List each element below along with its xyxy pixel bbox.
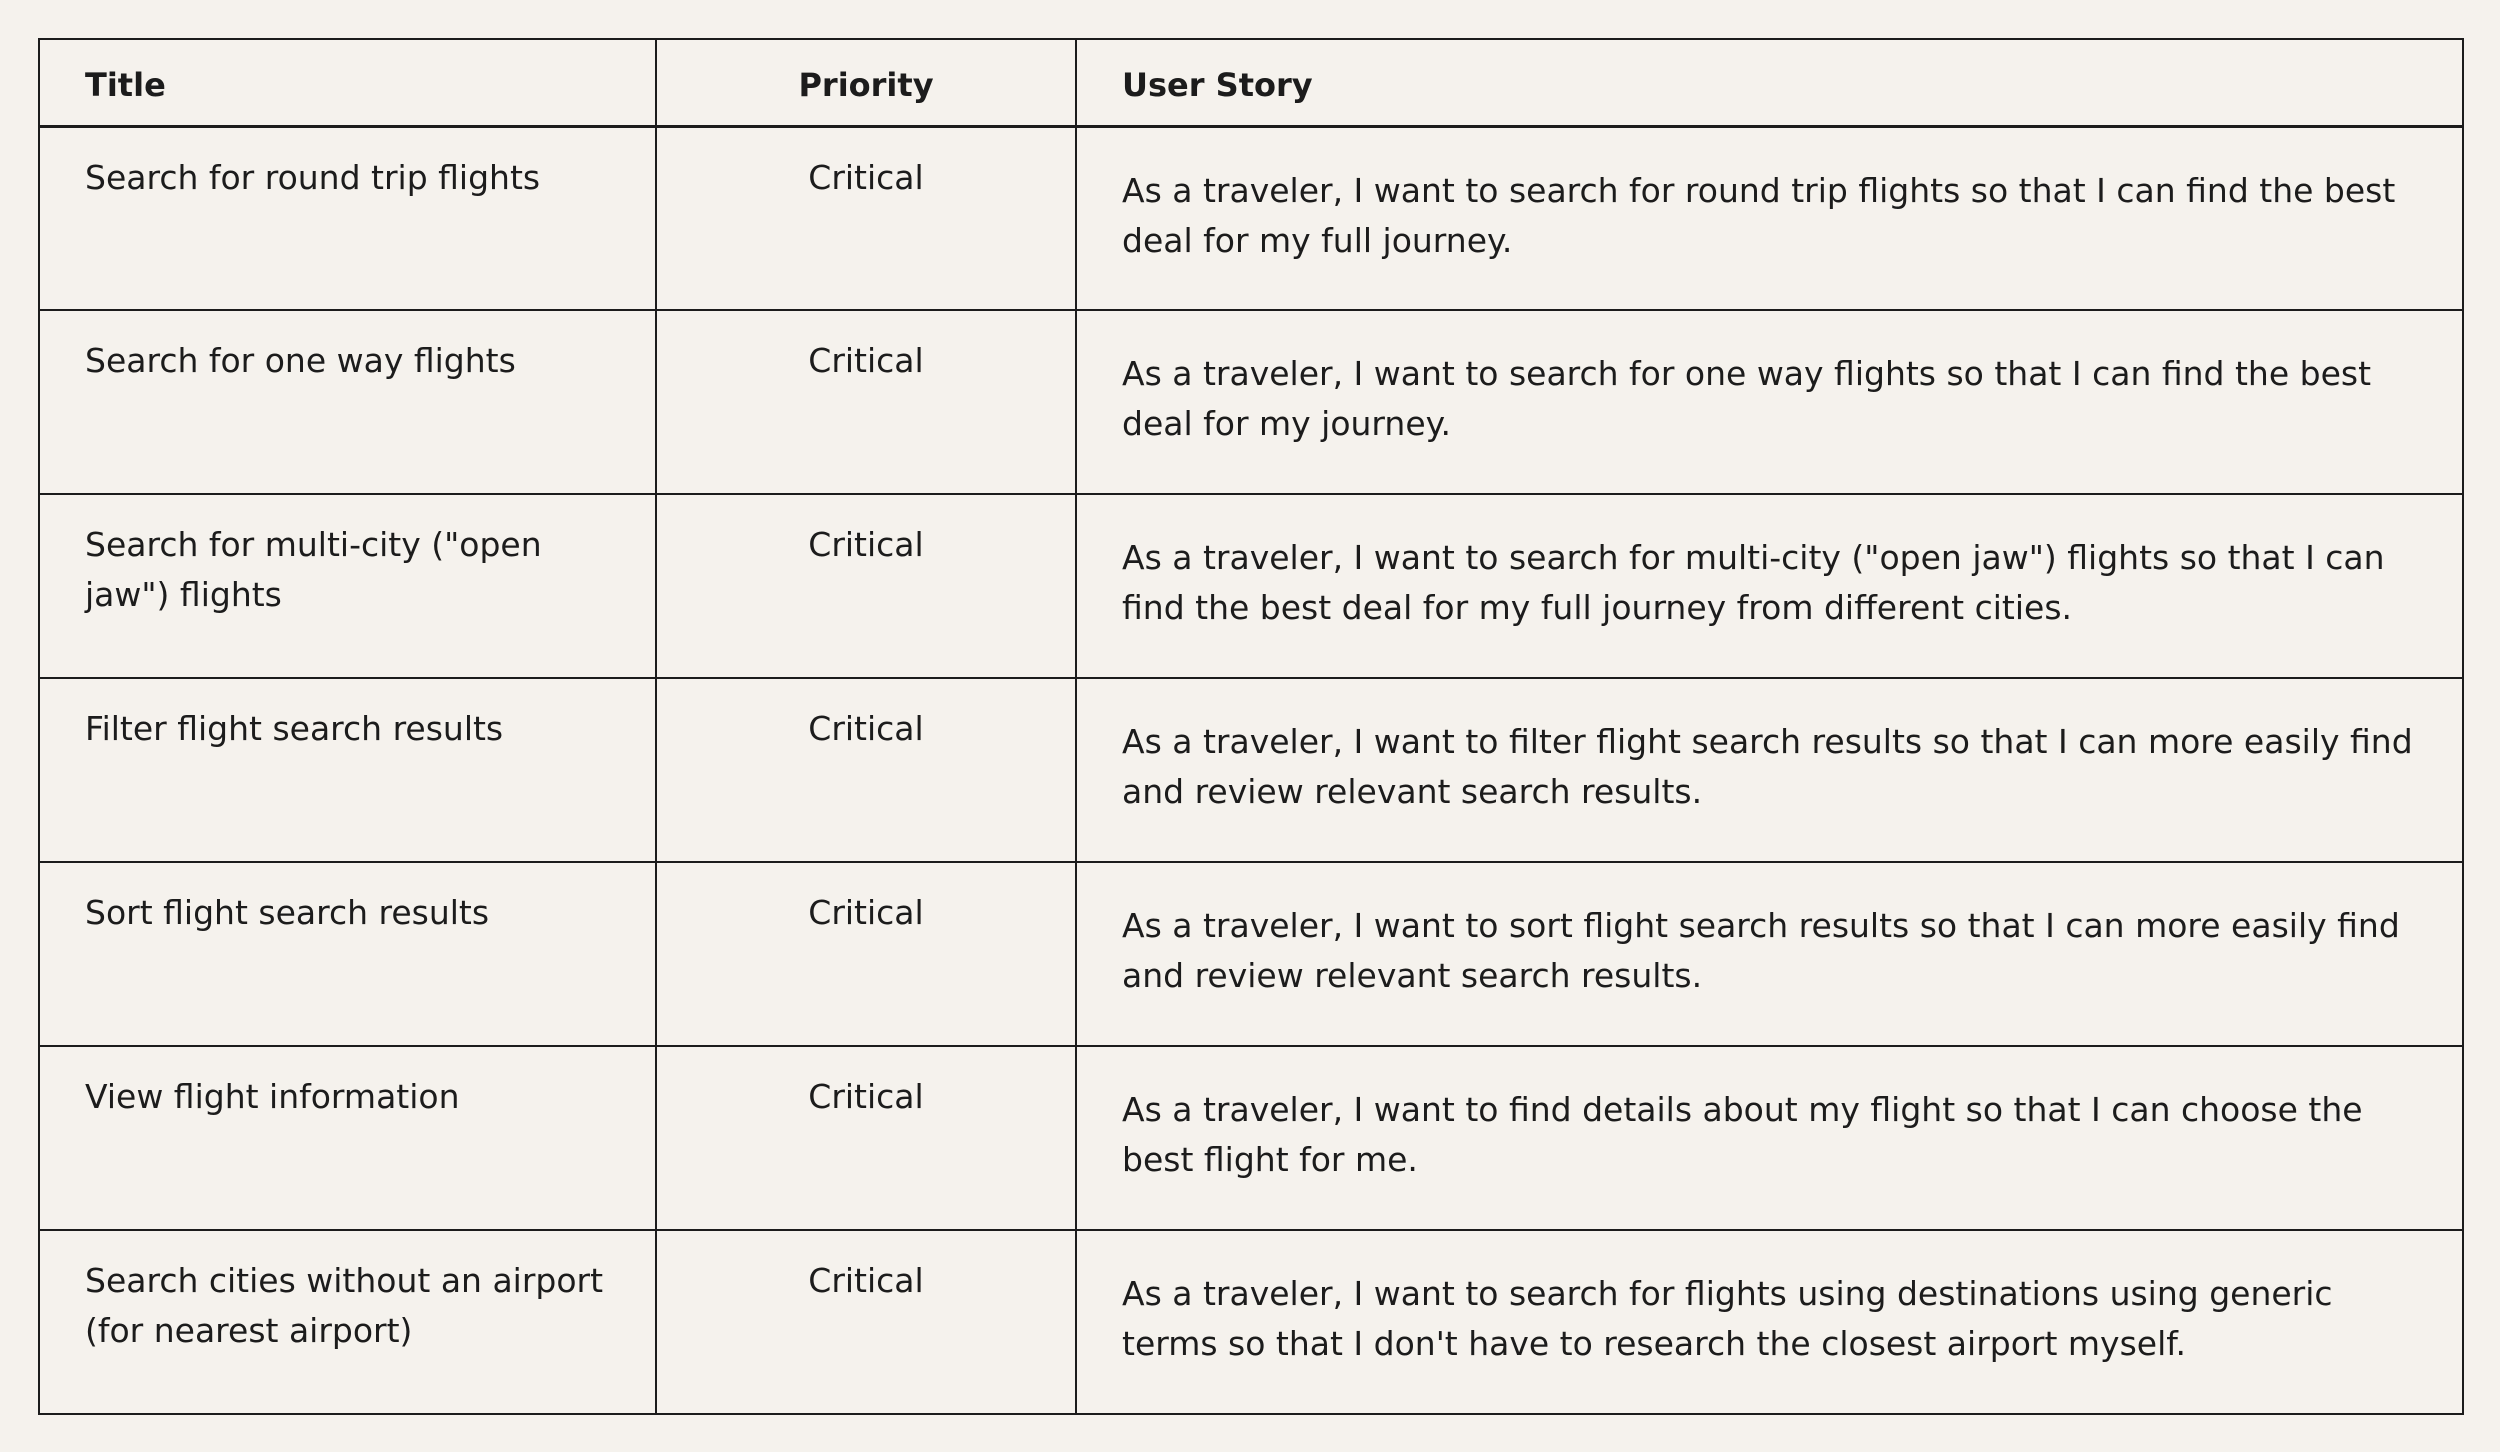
row-user-story-cell: As a traveler, I want to find details about my flight so that I can choose the best flight for me.	[1076, 1046, 2463, 1230]
row-title-cell: Filter flight search results	[39, 678, 656, 862]
row-user-story-cell: As a traveler, I want to search for flights using destinations using generic terms so that I don't have to research the closest airport myself.	[1076, 1230, 2463, 1414]
row-user-story-cell: As a traveler, I want to sort flight search results so that I can more easily find and review relevant search results.	[1076, 862, 2463, 1046]
row-priority-cell: Critical	[656, 678, 1076, 862]
column-header-user-story: User Story	[1076, 39, 2463, 126]
row-user-story-cell: As a traveler, I want to search for one way flights so that I can find the best deal for my journey.	[1076, 310, 2463, 494]
row-title-cell: Search cities without an airport (for nearest airport)	[39, 1230, 656, 1414]
row-user-story-cell: As a traveler, I want to search for multi-city ("open jaw") flights so that I can find the best deal for my full journey from different cities.	[1076, 494, 2463, 678]
header-row	[39, 39, 2463, 126]
table-header	[39, 39, 2463, 126]
row-priority-cell: Critical	[656, 494, 1076, 678]
row-user-story-cell: As a traveler, I want to search for round trip flights so that I can find the best deal for my full journey.	[1076, 126, 2463, 310]
table-body	[39, 126, 2463, 1414]
row-title-cell: Search for round trip flights	[39, 126, 656, 310]
column-header-priority: Priority	[656, 39, 1076, 126]
row-priority-cell: Critical	[656, 1230, 1076, 1414]
row-priority-cell: Critical	[656, 126, 1076, 310]
user-stories-table	[38, 38, 2464, 1415]
table-row	[39, 494, 2463, 678]
row-user-story-cell: As a traveler, I want to filter flight search results so that I can more easily find and review relevant search results.	[1076, 678, 2463, 862]
table-row	[39, 862, 2463, 1046]
table-row	[39, 1230, 2463, 1414]
table-row	[39, 1046, 2463, 1230]
row-title-cell: Search for multi-city ("open jaw") flights	[39, 494, 656, 678]
row-priority-cell: Critical	[656, 862, 1076, 1046]
table-row	[39, 678, 2463, 862]
column-header-title: Title	[39, 39, 656, 126]
row-title-cell: Search for one way flights	[39, 310, 656, 494]
row-priority-cell: Critical	[656, 1046, 1076, 1230]
table-row	[39, 310, 2463, 494]
table-row	[39, 126, 2463, 310]
row-title-cell: View flight information	[39, 1046, 656, 1230]
row-title-cell: Sort flight search results	[39, 862, 656, 1046]
row-priority-cell: Critical	[656, 310, 1076, 494]
